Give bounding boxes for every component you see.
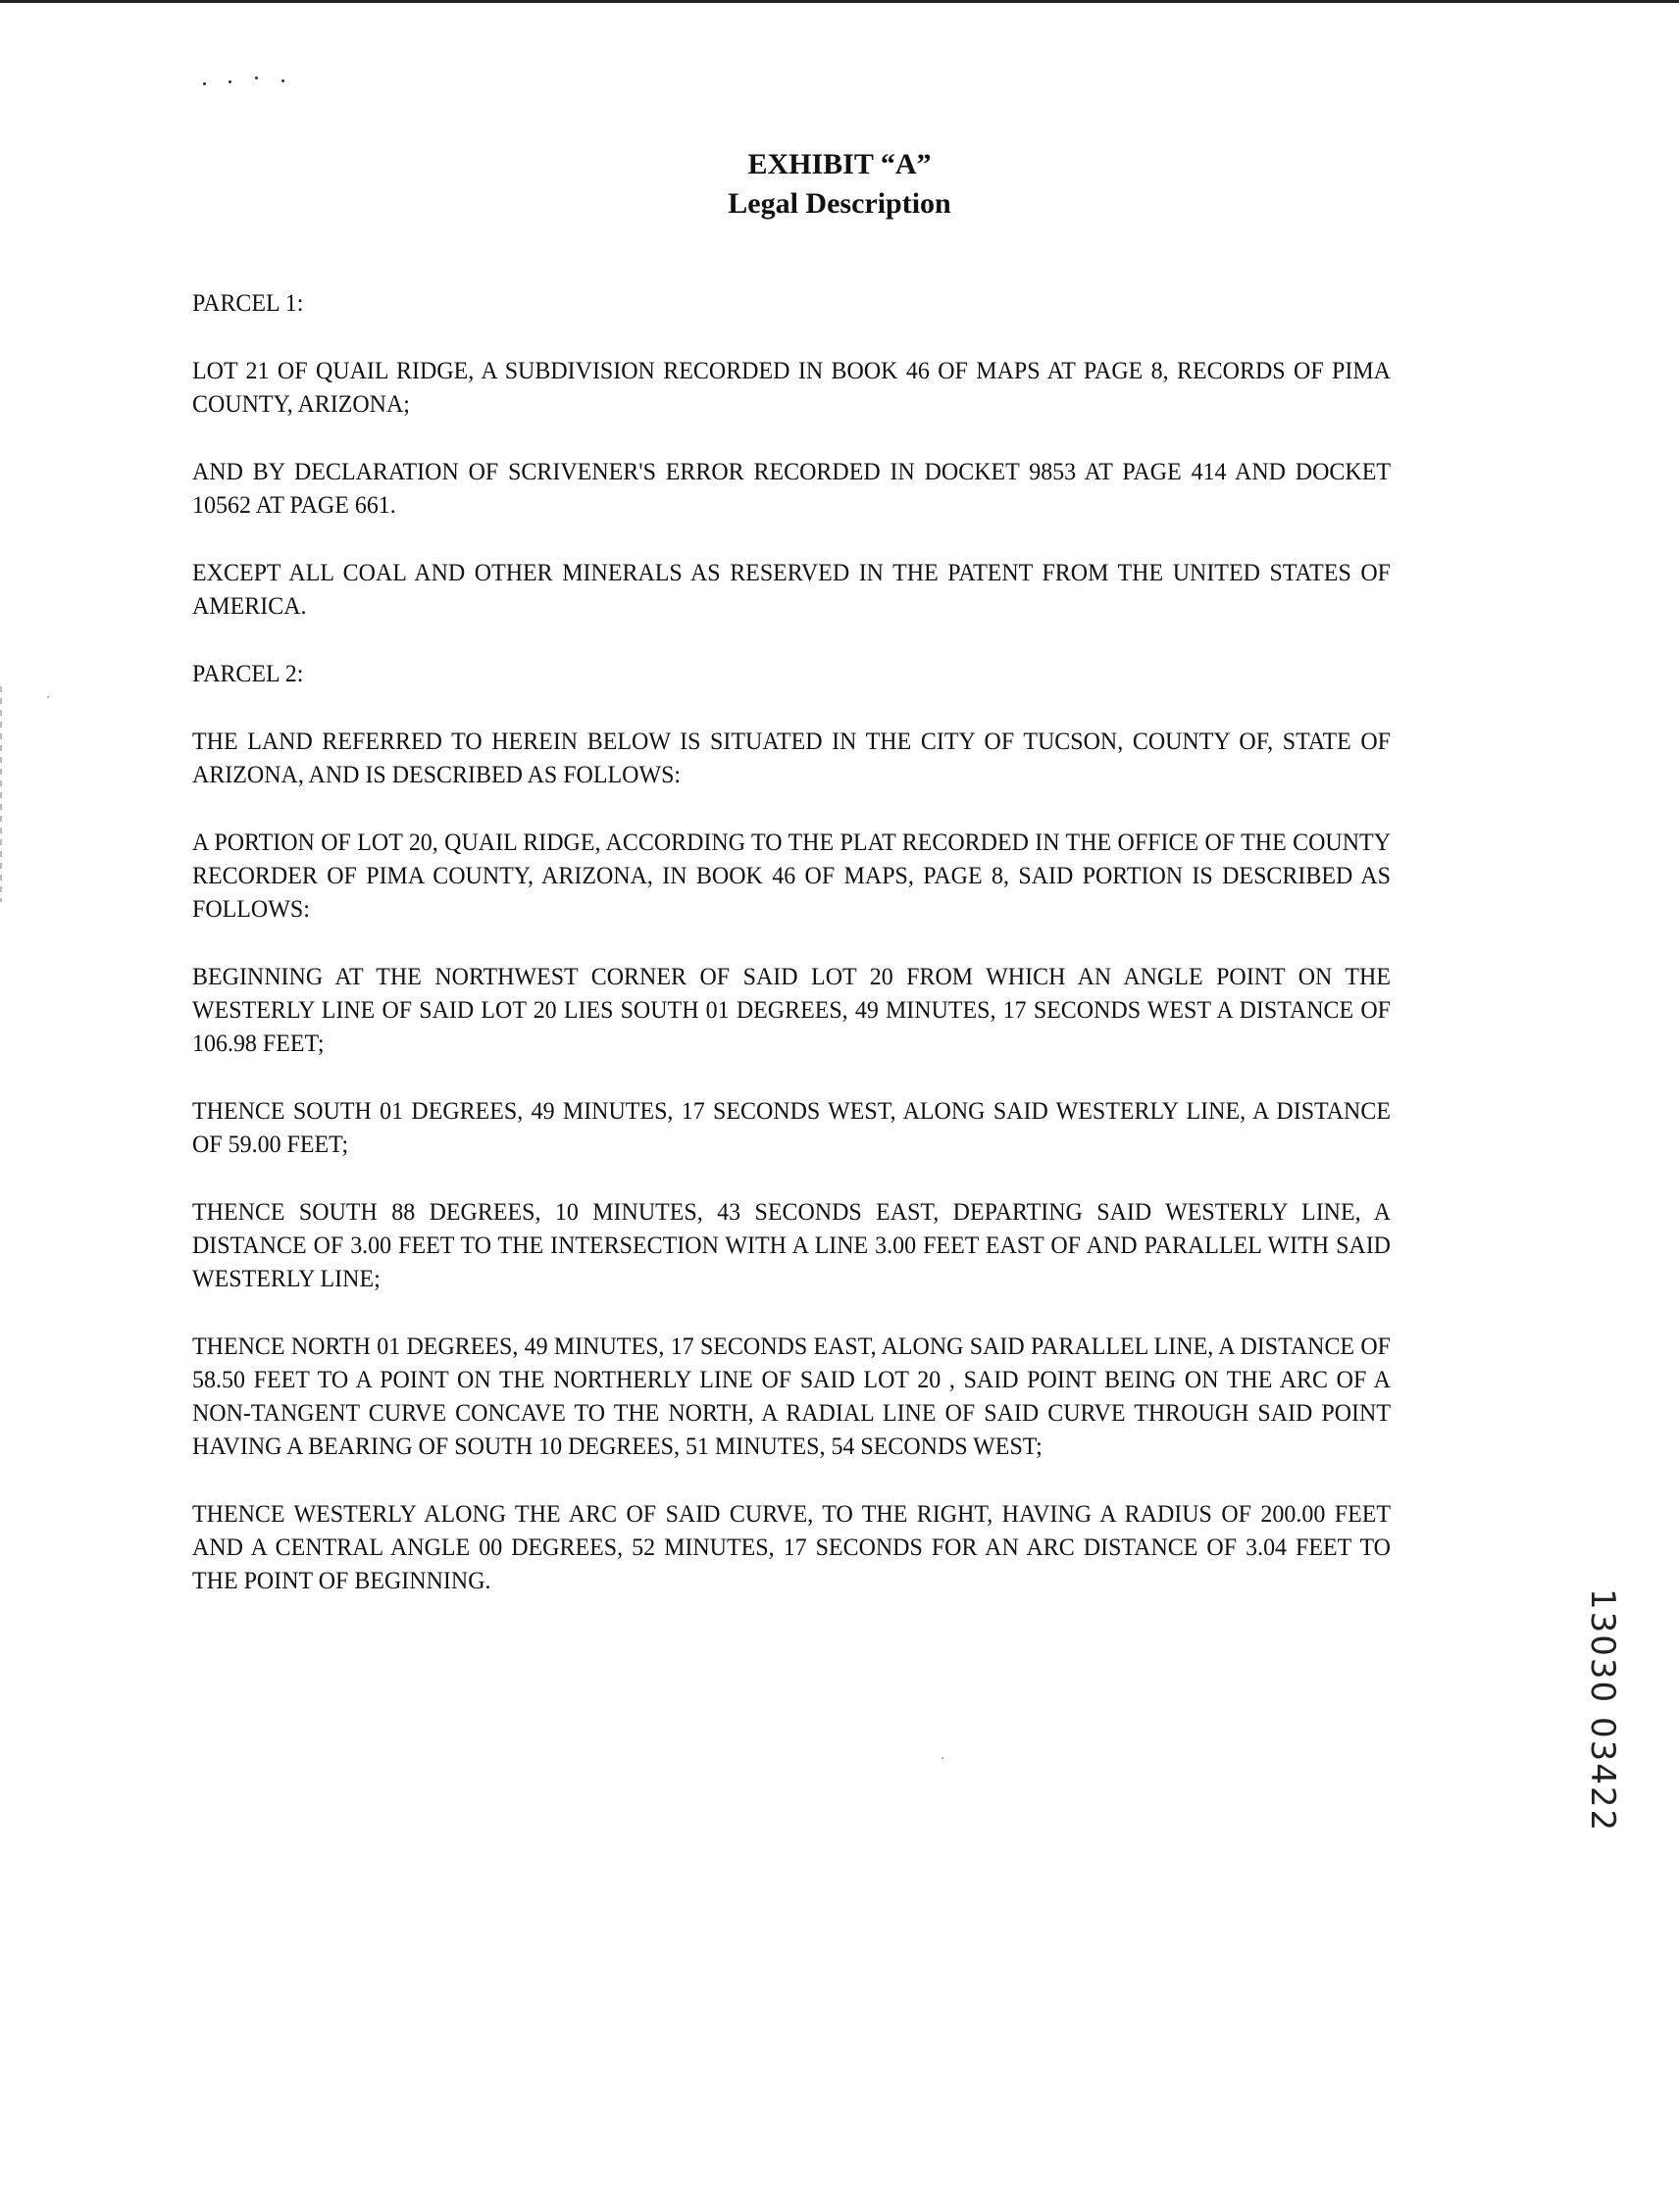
parcel-2-course-2: THENCE SOUTH 88 DEGREES, 10 MINUTES, 43 SECONDS EAST, DEPARTING SAID WESTERLY LINE, A DISTANCE OF 3.00 FEET TO THE INTERSECTION WITH A LINE 3.00 FEET EAST OF AND PARALLEL WITH SAID WESTERLY LINE; bbox=[192, 1197, 1391, 1292]
top-border-line bbox=[0, 0, 1679, 3]
parcel-2-portion: A PORTION OF LOT 20, QUAIL RIDGE, ACCORDING TO THE PLAT RECORDED IN THE OFFICE OF THE COUNTY RECORDER OF PIMA COUNTY, ARIZONA, IN BOOK 46 OF MAPS, PAGE 8, SAID PORTION IS DESCRIBED AS FOLLOWS: bbox=[192, 828, 1391, 923]
scan-dot bbox=[941, 1757, 943, 1759]
scan-specks bbox=[201, 75, 289, 88]
speck bbox=[203, 82, 206, 85]
parcel-2-beginning: BEGINNING AT THE NORTHWEST CORNER OF SAID LOT 20 FROM WHICH AN ANGLE POINT ON THE WESTERLY LINE OF SAID LOT 20 LIES SOUTH 01 DEGREES, 49 MINUTES, 17 SECONDS WEST A DISTANCE OF 106.98 FEET; bbox=[192, 962, 1391, 1057]
scan-edge-marks bbox=[0, 686, 2, 902]
legal-description-body bbox=[192, 286, 1391, 1632]
parcel-1-scriveners-error: AND BY DECLARATION OF SCRIVENER'S ERROR RECORDED IN DOCKET 9853 AT PAGE 414 AND DOCKET 10562 AT PAGE 661. bbox=[192, 457, 1391, 519]
parcel-1-lot-description: LOT 21 OF QUAIL RIDGE, A SUBDIVISION RECORDED IN BOOK 46 OF MAPS AT PAGE 8, RECORDS OF PIMA COUNTY, ARIZONA; bbox=[192, 356, 1391, 418]
speck bbox=[281, 79, 284, 82]
parcel-2-course-3: THENCE NORTH 01 DEGREES, 49 MINUTES, 17 SECONDS EAST, ALONG SAID PARALLEL LINE, A DISTANCE OF 58.50 FEET TO A POINT ON THE NORTHERLY LINE OF SAID LOT 20 , SAID POINT BEING ON THE ARC OF A NON-TANGENT CURVE CONCAVE TO THE NORTH, A RADIAL LINE OF SAID CURVE THROUGH SAID POINT HAVING A BEARING OF SOUTH 10 DEGREES, 51 MINUTES, 54 SECONDS WEST; bbox=[192, 1332, 1391, 1460]
recording-stamp-number: 13030 03422 bbox=[1583, 1588, 1622, 1834]
parcel-1-mineral-exception: EXCEPT ALL COAL AND OTHER MINERALS AS RESERVED IN THE PATENT FROM THE UNITED STATES OF AMERICA. bbox=[192, 558, 1391, 620]
speck bbox=[229, 80, 231, 83]
parcel-2-course-1: THENCE SOUTH 01 DEGREES, 49 MINUTES, 17 SECONDS WEST, ALONG SAID WESTERLY LINE, A DISTANCE OF 59.00 FEET; bbox=[192, 1096, 1391, 1158]
recording-stamp bbox=[1583, 1588, 1657, 1853]
parcel-2-heading: PARCEL 2: bbox=[192, 659, 304, 687]
speck bbox=[255, 76, 258, 79]
parcel-1-heading: PARCEL 1: bbox=[192, 288, 304, 317]
parcel-2-course-4: THENCE WESTERLY ALONG THE ARC OF SAID CURVE, TO THE RIGHT, HAVING A RADIUS OF 200.00 FEET AND A CENTRAL ANGLE 00 DEGREES, 52 MINUTES, 17 SECONDS FOR AN ARC DISTANCE OF 3.04 FEET TO THE POINT OF BEGINNING. bbox=[192, 1499, 1391, 1594]
parcel-2-location: THE LAND REFERRED TO HEREIN BELOW IS SITUATED IN THE CITY OF TUCSON, COUNTY OF, STATE OF ARIZONA, AND IS DESCRIBED AS FOLLOWS: bbox=[192, 727, 1391, 788]
document-header bbox=[0, 145, 1679, 224]
exhibit-title: EXHIBIT “A” bbox=[747, 148, 932, 180]
exhibit-subtitle: Legal Description bbox=[728, 187, 951, 220]
scan-dot bbox=[47, 696, 49, 698]
